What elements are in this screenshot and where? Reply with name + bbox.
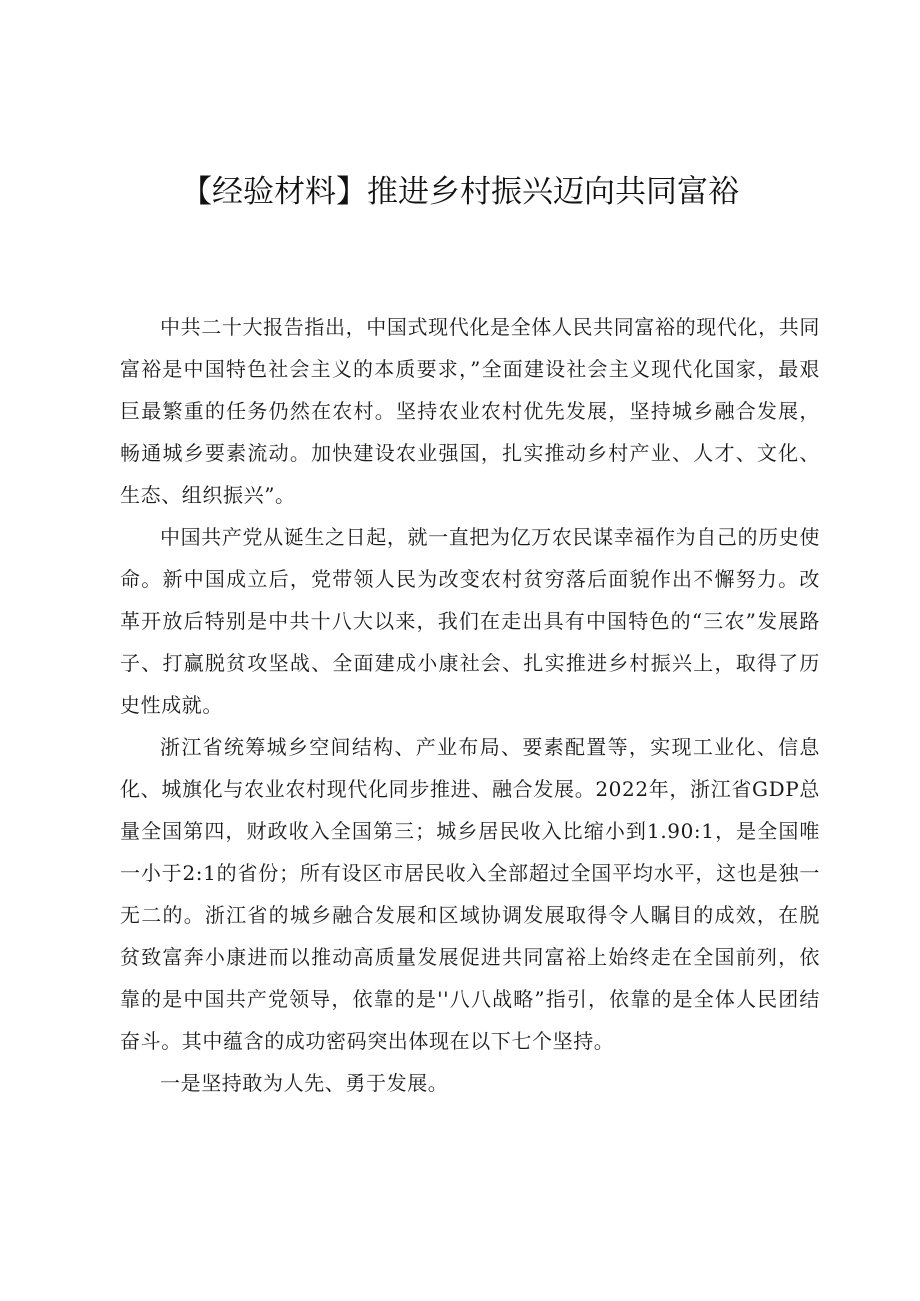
document-title: 【经验材料】推进乡村振兴迈向共同富裕 xyxy=(181,174,739,210)
document-body xyxy=(120,306,820,1104)
paragraph-4: 一是坚持敢为人先、勇于发展。 xyxy=(160,1071,449,1095)
paragraph-3: 浙江省统筹城乡空间结构、产业布局、要素配置等，实现工业化、信息化、城旗化与农业农村现代化同步推进、融合发展。2022年，浙江省GDP总量全国第四，财政收入全国第三；城乡居民收入比缩小到1.90:1，是全国唯一小于2:1的省份；所有设区市居民收入全部超过全国平均水平，这也是独一无二的。浙江省的城乡融合发展和区域协调发展取得令人瞩目的成效，在脱贫致富奔小康进而以推动高质量发展促进共同富裕上始终走在全国前列，依靠的是中国共产党领导，依靠的是''八八战略”指引，依靠的是全体人民团结奋斗。其中蕴含的成功密码突出体现在以下七个坚持。 xyxy=(120,735,820,1053)
paragraph-1: 中共二十大报告指出，中国式现代化是全体人民共同富裕的现代化，共同富裕是中国特色社会主义的本质要求，”全面建设社会主义现代化国家，最艰巨最繁重的任务仍然在农村。坚持农业农村优先发展，坚持城乡融合发展，畅通城乡要素流动。加快建设农业强国，扎实推动乡村产业、人才、文化、生态、组织振兴”。 xyxy=(120,315,820,507)
paragraph-2: 中国共产党从诞生之日起，就一直把为亿万农民谋幸福作为自己的历史使命。新中国成立后，党带领人民为改变农村贫穷落后面貌作出不懈努力。改革开放后特别是中共十八大以来，我们在走出具有中国特色的“三农”发展路子、打赢脱贫攻坚战、全面建成小康社会、扎实推进乡村振兴上，取得了历史性成就。 xyxy=(120,525,820,717)
